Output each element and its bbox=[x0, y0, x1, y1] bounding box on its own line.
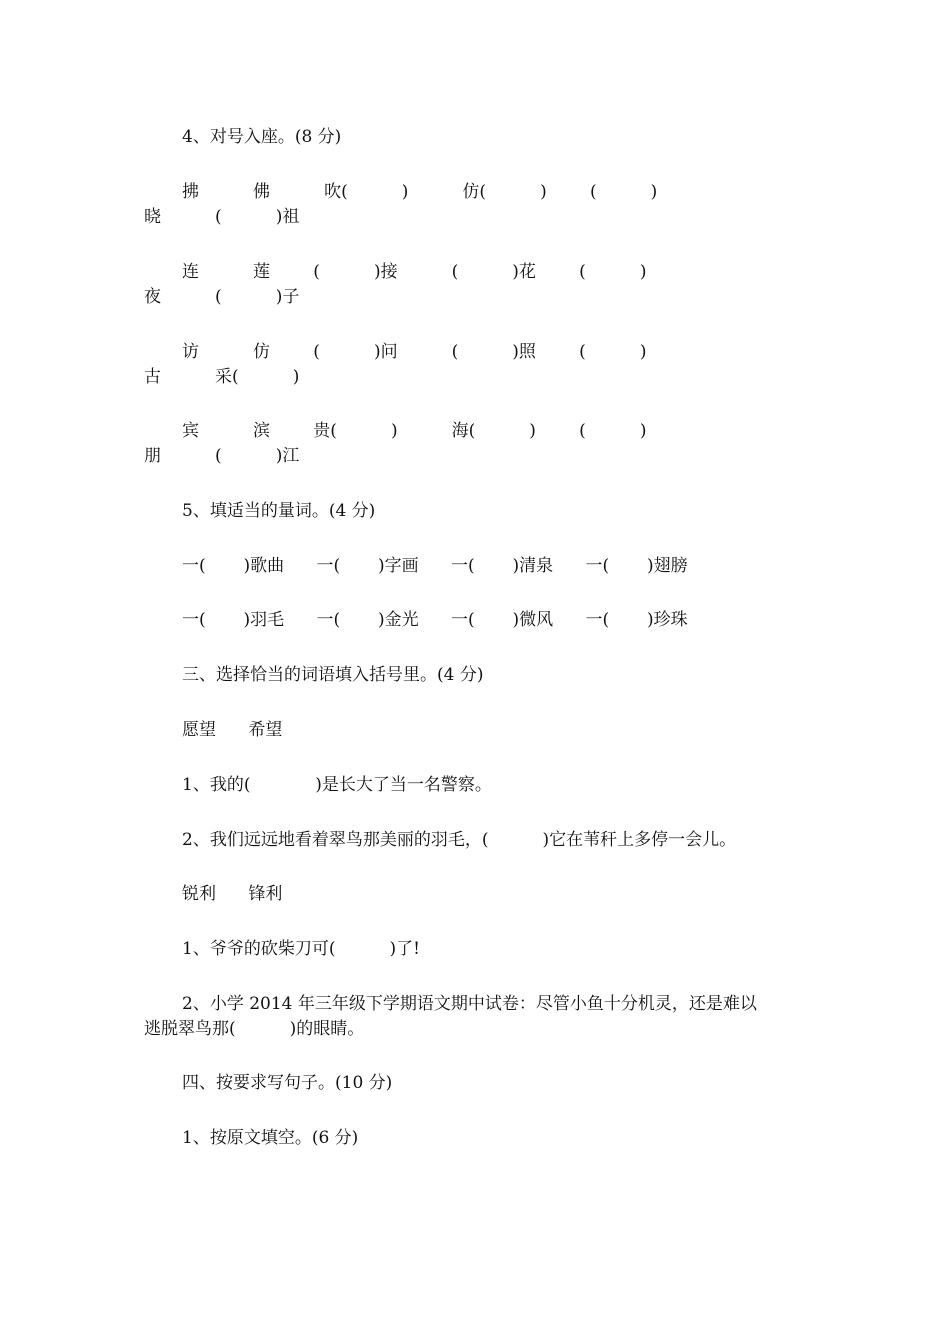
pair-2-sentence-2: 2、小学 2014 年三年级下学期语文期中试卷：尽管小鱼十分机灵，还是难以 bbox=[182, 994, 757, 1014]
word-pair-2: 锐利 锋利 bbox=[182, 884, 283, 904]
match-row-2-cont: 夜 ( )子 bbox=[144, 287, 300, 307]
match-row-1: 拂 佛 吹( ) 仿( ) ( ) bbox=[182, 182, 658, 202]
pair-1-sentence-1: 1、我的( )是长大了当一名警察。 bbox=[182, 775, 492, 795]
section-4-item-1: 1、按原文填空。(6 分) bbox=[182, 1128, 359, 1148]
pair-2-sentence-2-cont: 逃脱翠鸟那( )的眼睛。 bbox=[144, 1019, 365, 1039]
word-pair-1: 愿望 希望 bbox=[182, 720, 283, 740]
measure-row-2: 一( )羽毛 一( )金光 一( )微风 一( )珍珠 bbox=[182, 610, 688, 630]
match-row-2: 连 莲 ( )接 ( )花 ( ) bbox=[182, 262, 647, 282]
match-row-1-cont: 晓 ( )祖 bbox=[144, 207, 300, 227]
pair-1-sentence-2: 2、我们远远地看着翠鸟那美丽的羽毛，( )它在苇秆上多停一会儿。 bbox=[182, 830, 737, 850]
match-row-3: 访 仿 ( )问 ( )照 ( ) bbox=[182, 342, 647, 362]
section-4-title: 四、按要求写句子。(10 分) bbox=[182, 1073, 393, 1093]
match-row-3-cont: 古 采( ) bbox=[144, 367, 300, 387]
match-row-4: 宾 滨 贵( ) 海( ) ( ) bbox=[182, 421, 647, 441]
measure-row-1: 一( )歌曲 一( )字画 一( )清泉 一( )翅膀 bbox=[182, 556, 688, 576]
question-5-title: 5、填适当的量词。(4 分) bbox=[182, 501, 376, 521]
pair-2-sentence-1: 1、爷爷的砍柴刀可( )了! bbox=[182, 939, 420, 959]
section-3-title: 三、选择恰当的词语填入括号里。(4 分) bbox=[182, 665, 484, 685]
match-row-4-cont: 朋 ( )江 bbox=[144, 446, 300, 466]
question-4-title: 4、对号入座。(8 分) bbox=[182, 127, 342, 147]
